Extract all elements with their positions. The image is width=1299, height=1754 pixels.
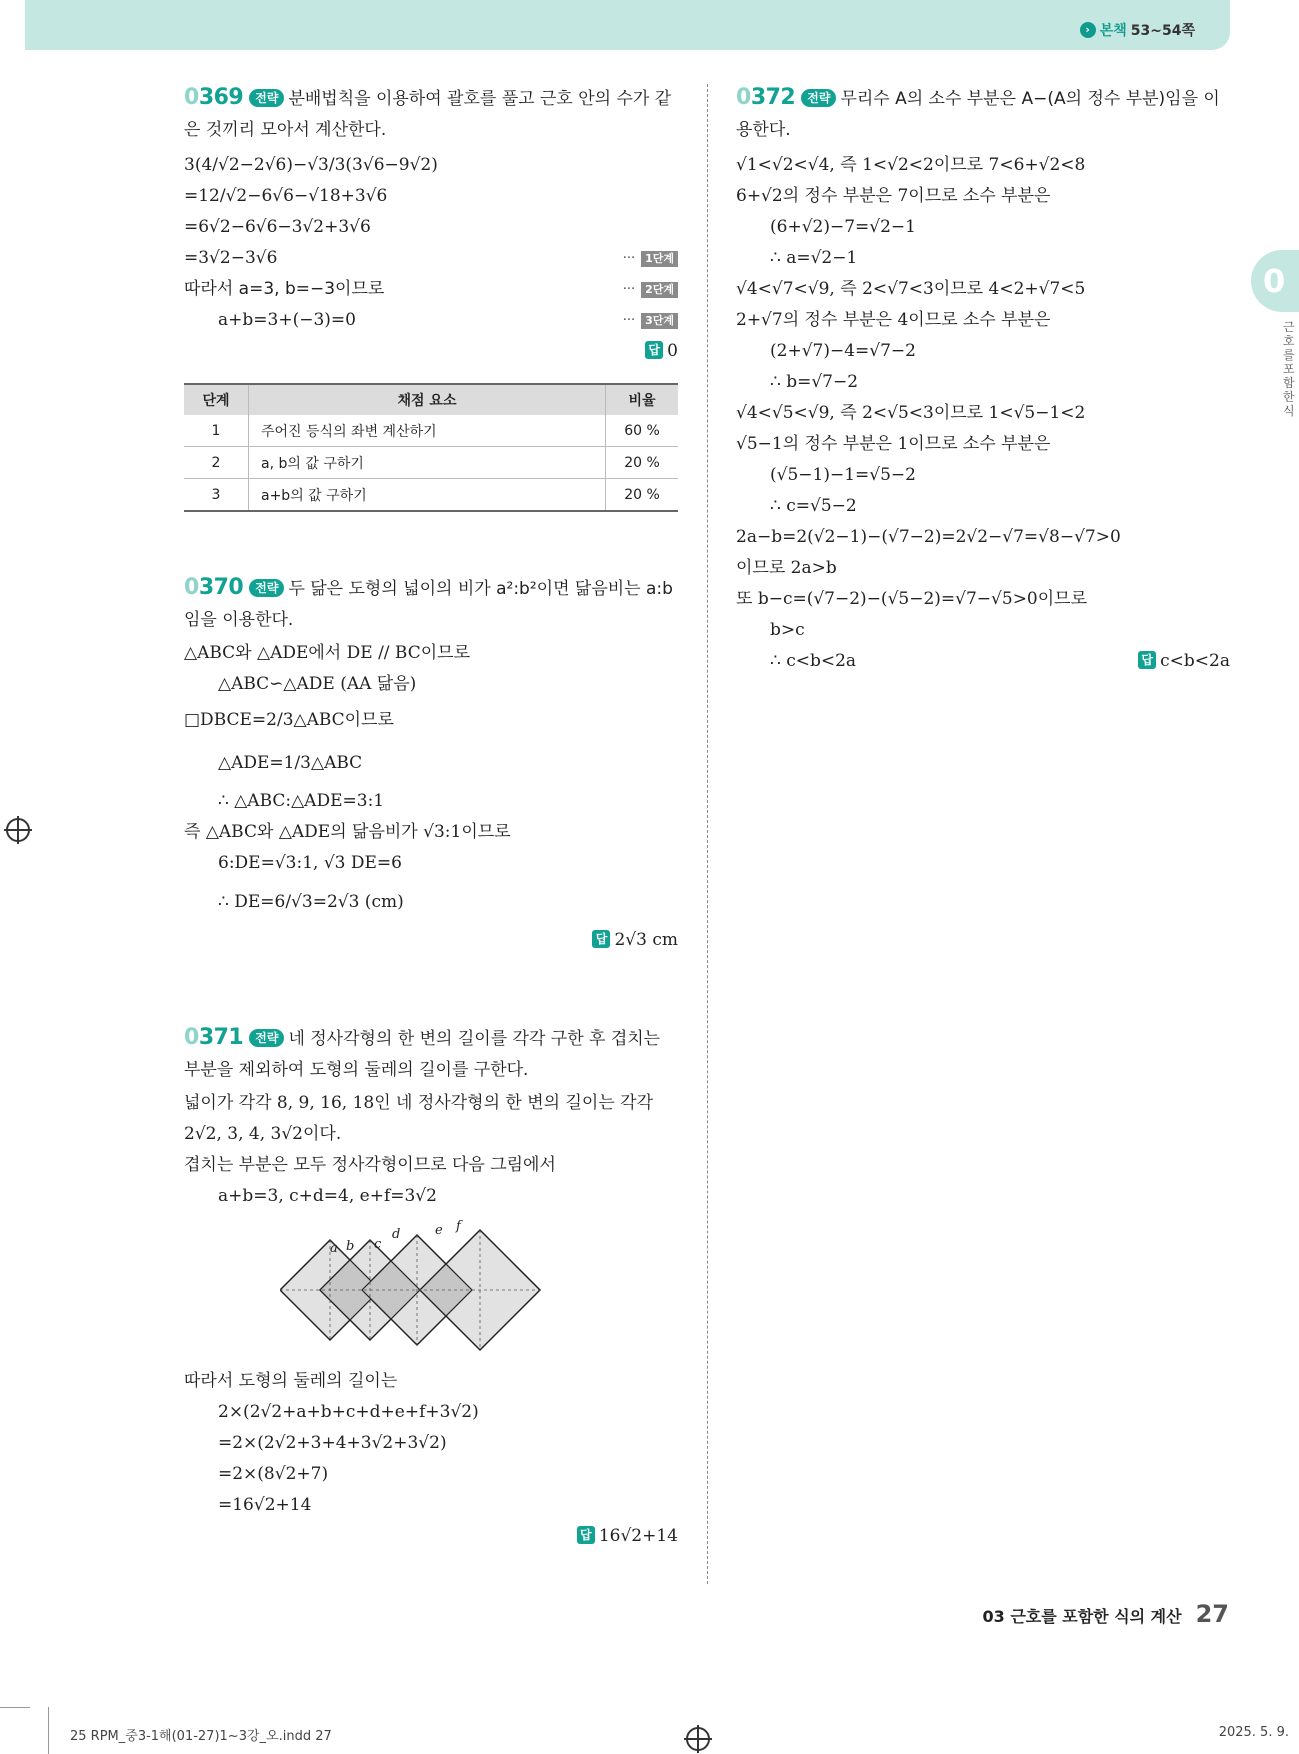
strategy-text: 분배법칙을 이용하여 괄호를 풀고 근호 안의 수가 같은 것끼리 모아서 계산한다. — [184, 89, 672, 140]
figure-label-b: b — [346, 1239, 355, 1254]
problem-number: 0370 — [184, 575, 244, 600]
problem-number: 0369 — [184, 85, 244, 110]
strategy-badge: 전략 — [249, 89, 284, 107]
solution-line: △ABC와 △ADE에서 DE // BC이므로 — [184, 643, 471, 663]
print-line — [0, 1707, 30, 1708]
side-tab-text: 근호를포함한식 — [1283, 320, 1295, 418]
solution-line: 2a−b=2(√2−1)−(√7−2)=2√2−√7=√8−√7>0 — [736, 527, 1121, 547]
side-tab-label: 0 — [1263, 262, 1286, 300]
solution-line: √4<√5<√9, 즉 2<√5<3이므로 1<√5−1<2 — [736, 403, 1086, 423]
scoring-table — [184, 383, 678, 512]
figure-label-a: a — [330, 1241, 338, 1256]
table-header: 채점 요소 — [249, 384, 606, 415]
solution-line: =2×(8√2+7) — [218, 1464, 329, 1484]
table-row: 3 a+b의 값 구하기 20 % — [184, 479, 678, 512]
solution-line: 6+√2의 정수 부분은 7이므로 소수 부분은 — [736, 186, 1051, 206]
solution-line: 따라서 도형의 둘레의 길이는 — [184, 1371, 398, 1391]
solution-line: △ABC∽△ADE (AA 닮음) — [218, 674, 417, 694]
solution-line: 2√2, 3, 4, 3√2이다. — [184, 1124, 342, 1144]
strategy-badge: 전략 — [249, 1029, 284, 1047]
table-header: 단계 — [184, 384, 249, 415]
step-marker: ··· 3단계 — [623, 305, 678, 336]
answer-label: 답 — [577, 1526, 595, 1544]
table-header: 비율 — [606, 384, 679, 415]
reference-pages: 53~54쪽 — [1130, 23, 1195, 39]
solution-line: √4<√7<√9, 즉 2<√7<3이므로 4<2+√7<5 — [736, 279, 1086, 299]
print-slug: 25 RPM_중3-1해(01-27)1~3강_오.indd 27 — [70, 1729, 332, 1744]
solution-line: ∴ b=√7−2 — [770, 372, 859, 392]
column-divider — [707, 84, 708, 1584]
solution-line: ∴ △ABC:△ADE=3:1 — [218, 791, 385, 811]
header-band — [25, 0, 1230, 50]
answer-label: 답 — [1138, 651, 1156, 669]
print-line — [48, 1707, 49, 1754]
problem-number: 0372 — [736, 85, 796, 110]
solution-line: =16√2+14 — [218, 1495, 312, 1515]
solution-line: □DBCE=2/3△ABC이므로 — [184, 710, 394, 730]
figure-label-e: e — [435, 1223, 443, 1238]
reference-link[interactable] — [1080, 20, 1195, 40]
table-row: 2 a, b의 값 구하기 20 % — [184, 447, 678, 479]
left-column — [184, 82, 678, 1552]
solution-line: 6:DE=√3:1, √3 DE=6 — [218, 853, 402, 873]
solution-line: 2×(2√2+a+b+c+d+e+f+3√2) — [218, 1402, 479, 1422]
solution-line: 겹치는 부분은 모두 정사각형이므로 다음 그림에서 — [184, 1155, 556, 1175]
chevron-right-icon: › — [1080, 22, 1096, 38]
problem-0372 — [736, 82, 1230, 677]
reference-label: 본책 — [1099, 23, 1127, 39]
registration-mark-icon — [6, 818, 30, 842]
solution-line: a+b=3, c+d=4, e+f=3√2 — [218, 1186, 437, 1206]
figure-label-f: f — [456, 1219, 461, 1234]
solution-line: (2+√7)−4=√7−2 — [770, 341, 916, 361]
answer-label: 답 — [592, 930, 610, 948]
solution-line: √1<√2<√4, 즉 1<√2<2이므로 7<6+√2<8 — [736, 155, 1086, 175]
page-number: 27 — [1195, 1600, 1229, 1628]
answer: 답 0 — [184, 336, 678, 367]
strategy-text: 네 정사각형의 한 변의 길이를 각각 구한 후 겹치는 부분을 제외하여 도형의 둘레의 길이를 구한다. — [184, 1029, 661, 1080]
solution-line: (6+√2)−7=√2−1 — [770, 217, 916, 237]
solution-line: =6√2−6√6−3√2+3√6 — [184, 217, 371, 237]
solution-line: 따라서 a=3, b=−3이므로 ··· 2단계 — [184, 274, 678, 305]
answer: 답 c<b<2a — [1138, 646, 1230, 677]
solution-line: 2+√7의 정수 부분은 4이므로 소수 부분은 — [736, 310, 1051, 330]
solution-line: a+b=3+(−3)=0 ··· 3단계 — [184, 305, 678, 336]
overlapping-squares-figure — [280, 1218, 580, 1358]
strategy-badge: 전략 — [249, 579, 284, 597]
solution-line: ∴ c=√5−2 — [770, 496, 857, 516]
problem-0370 — [184, 572, 678, 956]
solution-line: 이므로 2a>b — [736, 558, 837, 578]
right-column — [736, 82, 1230, 677]
figure-label-c: c — [374, 1237, 382, 1252]
step-marker: ··· 1단계 — [623, 243, 678, 274]
solution-line: =2×(2√2+3+4+3√2+3√2) — [218, 1433, 447, 1453]
registration-mark-icon — [686, 1727, 710, 1751]
chapter-footer — [982, 1600, 1229, 1628]
step-marker: ··· 2단계 — [623, 274, 678, 305]
chapter-title: 03 근호를 포함한 식의 계산 — [982, 1607, 1182, 1626]
problem-header — [184, 572, 678, 636]
chapter-side-tab — [1251, 250, 1299, 312]
problem-header — [184, 82, 678, 146]
solution-line: 넓이가 각각 8, 9, 16, 18인 네 정사각형의 한 변의 길이는 각각 — [184, 1093, 653, 1113]
solution-line: 또 b−c=(√7−2)−(√5−2)=√7−√5>0이므로 — [736, 589, 1088, 609]
solution-line: ∴ c<b<2a 답 c<b<2a — [736, 646, 1230, 677]
solution-line: 즉 △ABC와 △ADE의 닮음비가 √3:1이므로 — [184, 822, 511, 842]
problem-header — [184, 1022, 678, 1086]
problem-number: 0371 — [184, 1025, 244, 1050]
strategy-text: 무리수 A의 소수 부분은 A−(A의 정수 부분)임을 이용한다. — [736, 89, 1220, 140]
solution-line: △ADE=1/3△ABC — [218, 753, 363, 773]
solution-line: (√5−1)−1=√5−2 — [770, 465, 916, 485]
problem-header — [736, 82, 1230, 146]
solution-line: ∴ a=√2−1 — [770, 248, 858, 268]
strategy-badge: 전략 — [801, 89, 836, 107]
solution-line: b>c — [770, 620, 805, 640]
solution-line: √5−1의 정수 부분은 1이므로 소수 부분은 — [736, 434, 1051, 454]
answer-label: 답 — [645, 341, 663, 359]
problem-0371 — [184, 1022, 678, 1552]
strategy-text: 두 닮은 도형의 넓이의 비가 a²:b²이면 닮음비는 a:b임을 이용한다. — [184, 579, 673, 630]
answer: 답 2√3 cm — [184, 925, 678, 956]
solution-line: 3(4/√2−2√6)−√3/3(3√6−9√2) — [184, 155, 438, 175]
print-date: 2025. 5. 9. — [1218, 1725, 1289, 1740]
problem-0369 — [184, 82, 678, 512]
answer: 답 16√2+14 — [184, 1521, 678, 1552]
solution-line: =12/√2−6√6−√18+3√6 — [184, 186, 388, 206]
solution-line: =3√2−3√6 ··· 1단계 — [184, 243, 678, 274]
figure-label-d: d — [392, 1227, 401, 1242]
table-row: 1 주어진 등식의 좌변 계산하기 60 % — [184, 415, 678, 447]
solution-line: ∴ DE=6/√3=2√3 (cm) — [218, 892, 404, 912]
